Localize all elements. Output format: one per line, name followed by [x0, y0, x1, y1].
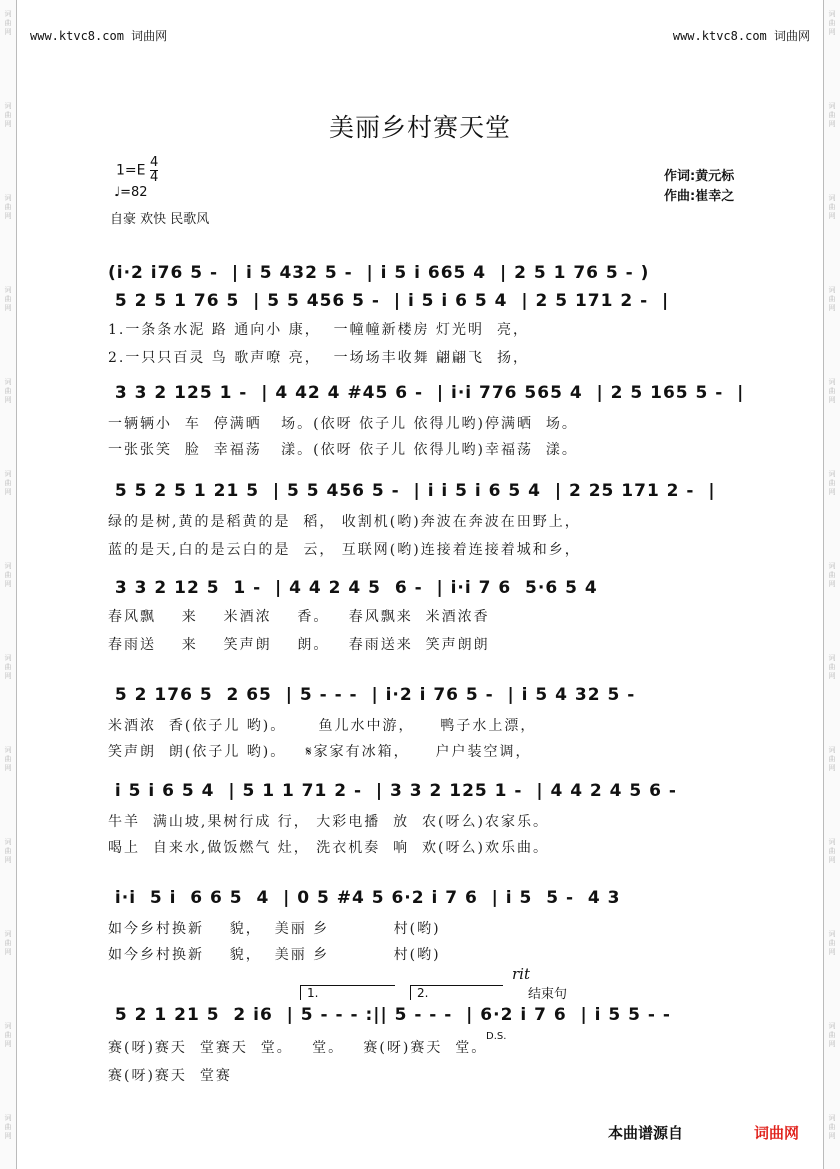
side-watermark-text: 词 曲 网	[4, 654, 12, 680]
lyric-line: 一辆辆小 车 停满晒 场。(依呀 依子儿 依得儿哟)停满晒 场。	[108, 416, 578, 432]
side-watermark-text: 词 曲 网	[4, 10, 12, 36]
time-numerator: 4	[149, 155, 159, 170]
side-watermark-text: 词 曲 网	[4, 102, 12, 128]
side-watermark-text: 词 曲 网	[4, 286, 12, 312]
side-watermark-text: 词 曲 网	[828, 1022, 836, 1048]
notation-row	[108, 880, 766, 916]
lyric-line: 2.一只只百灵 鸟 歌声嘹 亮， 一场场丰收舞 翩翩飞 扬，	[108, 350, 529, 366]
notation-row	[108, 677, 766, 713]
song-title: 美丽乡村赛天堂	[328, 113, 511, 142]
notation-row	[108, 570, 766, 606]
volta-1: 1.	[300, 985, 395, 1000]
lyric-line: 绿的是树,黄的是稻黄的是 稻， 收割机(哟)奔波在奔波在田野上，	[108, 514, 581, 530]
side-watermark-text: 词 曲 网	[4, 194, 12, 220]
tempo-value: =82	[120, 185, 148, 200]
footer-source: 本曲谱源自	[608, 1124, 684, 1142]
notation-row	[108, 773, 766, 809]
side-watermark-text: 词 曲 网	[828, 10, 836, 36]
key-signature	[116, 156, 158, 185]
notation-text: i·i 5 i 6 6 5 4 | 0 5 #4 5 6·2 i 7 6 | i 5 5 - 4 3	[108, 888, 621, 908]
time-denominator: 4	[149, 170, 159, 185]
site-url-left[interactable]: www.ktvc8.com 词曲网	[30, 29, 168, 43]
side-watermark-text: 词 曲 网	[828, 838, 836, 864]
side-watermark-text: 词 曲 网	[4, 1114, 12, 1140]
notation-text: (i·2 i76 5 - | i 5 432 5 - | i 5 i 665 4 | 2 5 1 76 5 - )	[108, 263, 650, 283]
lyric-line: 笑声朗 朗(依子儿 哟)。 𝄋家家有冰箱， 户户装空调，	[108, 744, 532, 760]
lyric-line: 春风飘 来 米酒浓 香。 春风飘来 米酒浓香	[108, 609, 490, 625]
lyric-line: 一张张笑 脸 幸福荡 漾。(依呀 依子儿 依得儿哟)幸福荡 漾。	[108, 442, 578, 458]
volta-2: 2.	[410, 985, 503, 1000]
side-watermark-text: 词 曲 网	[828, 654, 836, 680]
notation-row	[108, 997, 766, 1033]
time-signature	[150, 156, 158, 185]
lyric-line: 赛(呀)赛天 堂赛	[108, 1068, 232, 1084]
side-watermark-text: 词 曲 网	[828, 102, 836, 128]
notation-text: 5 2 5 1 76 5 | 5 5 456 5 - | i 5 i 6 5 4 | 2 5 171 2 - |	[108, 291, 670, 311]
side-watermark-text: 词 曲 网	[828, 378, 836, 404]
notation-text: 5 2 176 5 2 65 | 5 - - - | i·2 i 76 5 - | i 5 4 32 5 -	[108, 685, 636, 705]
notation-text: 3 3 2 125 1 - | 4 42 4 #45 6 - | i·i 776 565 4 | 2 5 165 5 - |	[108, 383, 745, 403]
side-watermark-text: 词 曲 网	[4, 470, 12, 496]
style-marking: 自豪 欢快 民歌风	[110, 212, 210, 227]
tempo-marking	[114, 185, 148, 200]
side-watermark-text: 词 曲 网	[4, 1022, 12, 1048]
lyric-line: 蓝的是天,白的是云白的是 云， 互联网(哟)连接着连接着城和乡，	[108, 542, 581, 558]
notation-text: 3 3 2 12 5 1 - | 4 4 2 4 5 6 - | i·i 7 6 5·6 5 4	[108, 578, 598, 598]
lyric-line: 1.一条条水泥 路 通向小 康， 一幢幢新楼房 灯光明 亮，	[108, 322, 529, 338]
side-watermark-text: 词 曲 网	[828, 470, 836, 496]
side-watermark-text: 词 曲 网	[828, 746, 836, 772]
notation-row	[108, 375, 766, 411]
footer-brand[interactable]: 词曲网	[754, 1124, 800, 1142]
notation-row	[108, 283, 766, 319]
composer: 作曲:崔幸之	[664, 189, 735, 204]
key-label: 1=E	[116, 162, 146, 179]
lyricist: 作词:黄元标	[664, 169, 735, 184]
side-watermark-text: 词 曲 网	[828, 286, 836, 312]
notation-text: 5 2 1 21 5 2 i6 | 5 - - - :|| 5 - - - | 6·2 i 7 6 | i 5 5 - -	[108, 1005, 671, 1025]
notation-text: i 5 i 6 5 4 | 5 1 1 71 2 - | 3 3 2 125 1 - | 4 4 2 4 5 6 -	[108, 781, 677, 801]
lyric-line: 赛(呀)赛天 堂赛天 堂。 堂。 赛(呀)赛天 堂。	[108, 1040, 488, 1056]
lyric-line: 喝上 自来水,做饭燃气 灶， 洗衣机奏 响 欢(呀么)欢乐曲。	[108, 840, 549, 856]
quarter-note-icon: ♩	[114, 185, 121, 200]
side-watermark-text: 词 曲 网	[828, 930, 836, 956]
ds-mark: D.S.	[486, 1031, 507, 1042]
side-watermark-text: 词 曲 网	[4, 746, 12, 772]
left-watermark-strip	[0, 0, 17, 1169]
lyric-line: 如今乡村换新 貌， 美丽 乡 村(哟)	[108, 947, 441, 963]
site-url-right[interactable]: www.ktvc8.com 词曲网	[672, 29, 810, 43]
lyric-line: 春雨送 来 笑声朗 朗。 春雨送来 笑声朗朗	[108, 637, 490, 653]
rit-mark: rit	[512, 965, 530, 983]
lyric-line: 牛羊 满山坡,果树行成 行， 大彩电播 放 农(呀么)农家乐。	[108, 814, 549, 830]
side-watermark-text: 词 曲 网	[4, 562, 12, 588]
side-watermark-text: 词 曲 网	[4, 930, 12, 956]
side-watermark-text: 词 曲 网	[4, 378, 12, 404]
lyric-line: 如今乡村换新 貌， 美丽 乡 村(哟)	[108, 921, 441, 937]
notation-row	[108, 473, 766, 509]
ending-note: 结束句	[528, 987, 568, 1002]
notation-text: 5 5 2 5 1 21 5 | 5 5 456 5 - | i i 5 i 6 5 4 | 2 25 171 2 - |	[108, 481, 716, 501]
lyric-line: 米酒浓 香(依子儿 哟)。 鱼儿水中游， 鸭子水上漂，	[108, 718, 537, 734]
side-watermark-text: 词 曲 网	[4, 838, 12, 864]
side-watermark-text: 词 曲 网	[828, 562, 836, 588]
right-watermark-strip	[823, 0, 840, 1169]
side-watermark-text: 词 曲 网	[828, 194, 836, 220]
side-watermark-text: 词 曲 网	[828, 1114, 836, 1140]
